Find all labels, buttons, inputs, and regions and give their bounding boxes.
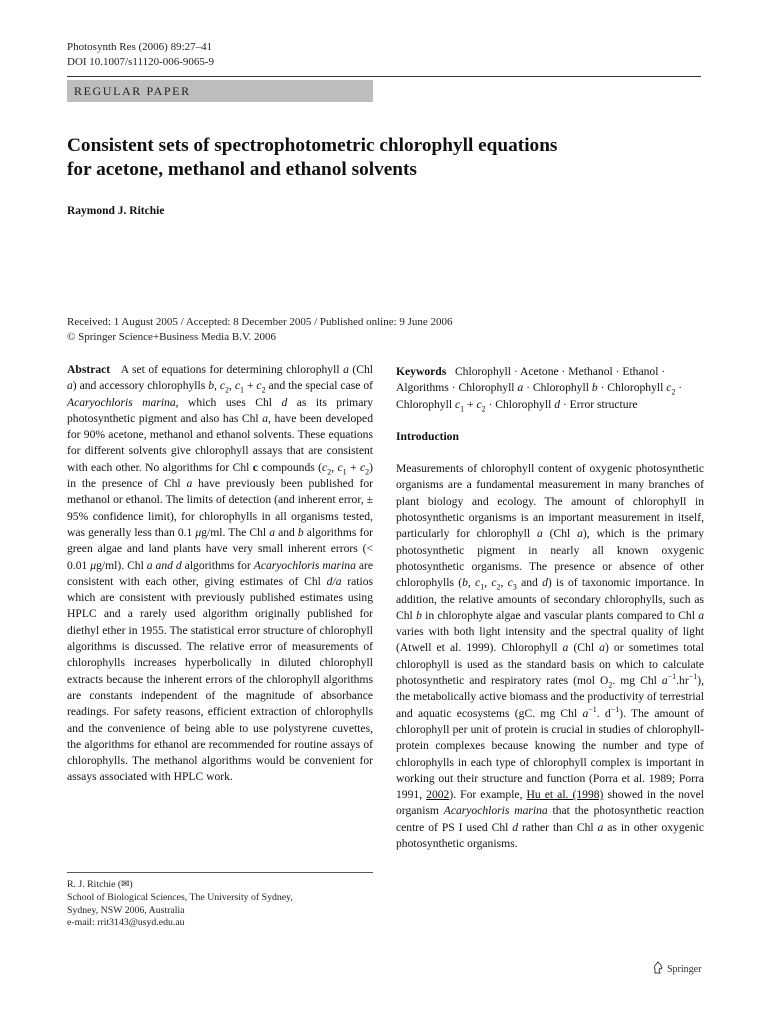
title-line-1: Consistent sets of spectrophotometric chlorophyll equations <box>67 135 558 156</box>
abstract-heading: Abstract <box>67 363 111 376</box>
title-line-2: for acetone, methanol and ethanol solvents <box>67 159 417 180</box>
footnote-name: R. J. Ritchie (✉) <box>67 879 133 890</box>
header-rule <box>67 76 701 77</box>
introduction-heading: Introduction <box>396 429 459 443</box>
horse-logo-icon <box>652 961 664 977</box>
footnote-rule <box>67 872 373 873</box>
abstract-paragraph: Abstract A set of equations for determining chlorophyll a (Chl a) and accessory chlorophylls b, $c_2$, $c_1 + c_2$ and the special case of Acaryochloris marina, which uses Chl d as its primary photosynthetic pigment and also has Chl a, have been developed for 90% acetone, methanol and ethanol solvents. These equations for different solvents give chlorophyll assays that are consistent with each other. No algorithms for Chl c compounds ($c_2$, $c_1 + c_2$) in the presence of Chl a have previously been published for methanol or ethanol. The limits of detection (and inherent error, ± 95% confidence limit), for chlorophylls in all organisms tested, was generally less than 0.1 μg/ml. The Chl a and b algorithms for green algae and land plants have very small inherent errors (< 0.01 μg/ml). Chl a and d algorithms for Acaryochloris marina are consistent with each other, giving estimates of Chl d/a ratios which are consistent with previously published estimates using HPLC and a rarely used algorithm originally published for diethyl ether in 1955. The statistical error structure of chlorophyll algorithms is discussed. The relative error of measurements of chlorophylls increases hyperbolically in diluted chlorophyll extracts because the inherent errors of the chlorophyll algorithms are constants independent of the magnitude of absorbance readings. For safety reasons, efficient extraction of chlorophylls and the convenience of being able to use polystyrene cuvettes, the algorithms for ethanol are recommended for routine assays of chlorophylls. The methanol algorithms would be convenient for assays associated with HPLC work. <box>67 363 374 784</box>
keywords-paragraph: Keywords Chlorophyll · Acetone · Methanol · Ethanol · Algorithms · Chlorophyll a · Chlorophyll b · Chlorophyll $c_2$ · Chlorophyll $c_1 + c_2$ · Chlorophyll d · Error structure <box>396 365 683 413</box>
envelope-icon[interactable]: ✉ <box>121 879 130 890</box>
author-footnote <box>67 879 373 930</box>
springer-text: Springer <box>667 963 702 975</box>
paper-title <box>67 134 707 182</box>
section-label: REGULAR PAPER <box>67 80 373 102</box>
citation-link-hu-1998[interactable]: Hu et al. (1998) <box>526 788 604 802</box>
copyright-line: © Springer Science+Business Media B.V. 2006 <box>67 331 276 343</box>
footnote-affiliation-2: Sydney, NSW 2006, Australia <box>67 904 185 916</box>
footnote-affiliation-1: School of Biological Sciences, The University of Sydney, <box>67 891 293 903</box>
dates-line: Received: 1 August 2005 / Accepted: 8 December 2005 / Published online: 9 June 2006 <box>67 316 453 328</box>
journal-line: Photosynth Res (2006) 89:27–41 <box>67 41 213 53</box>
citation-link-porra-2002[interactable]: 2002 <box>426 788 450 802</box>
journal-citation <box>67 40 214 70</box>
footnote-email[interactable]: e-mail: rrit3143@usyd.edu.au <box>67 917 185 929</box>
right-column <box>396 364 704 852</box>
article-dates <box>67 315 453 345</box>
introduction-paragraph: Measurements of chlorophyll content of oxygenic photosynthetic organisms are a fundamental measurement in many branches of plant biology and ecology. The amount of chlorophyll in photosynthetic organisms is an important measurement in itself, particularly for chlorophyll a (Chl a), which is the primary photosynthetic pigment in nearly all known oxygenic photosynthetic organisms. The presence or absence of other chlorophylls (b, $c_1$, $c_2$, $c_3$ and d) is of taxonomic importance. In addition, the relative amounts of secondary chlorophylls, such as Chl b in chlorophyte algae and vascular plants compared to Chl a varies with both light intensity and the spectral quality of light (Atwell et al. 1999). Chlorophyll a (Chl a) or sometimes total chlorophyll is used as the standard basis on which to calculate photosynthetic and respiratory rates (mol $O_2$. mg Chl $a^{-1}.hr^{-1}$), the metabolically active biomass and the productivity of terrestrial and aquatic ecosystems (gC. mg Chl $a^{-1}$. $d^{-1}$). The amount of chlorophyll per unit of protein is crucial in studies of chlorophyll-protein complexes because knowing the number and type of chlorophylls in each type of chlorophyll complex is important in working out their structure and function (Porra et al. 1989; Porra 1991, 2002). For example, Hu et al. (1998) showed in the novel organism Acaryochloris marina that the photosynthetic reaction centre of PS I used Chl d rather than Chl a as in other oxygenic photosynthetic organisms. <box>396 462 705 851</box>
author-name: Raymond J. Ritchie <box>67 205 165 217</box>
abstract-column <box>67 362 373 786</box>
keywords-heading: Keywords <box>396 365 447 378</box>
doi-line: DOI 10.1007/s11120-006-9065-9 <box>67 56 215 68</box>
springer-footer <box>652 961 701 977</box>
